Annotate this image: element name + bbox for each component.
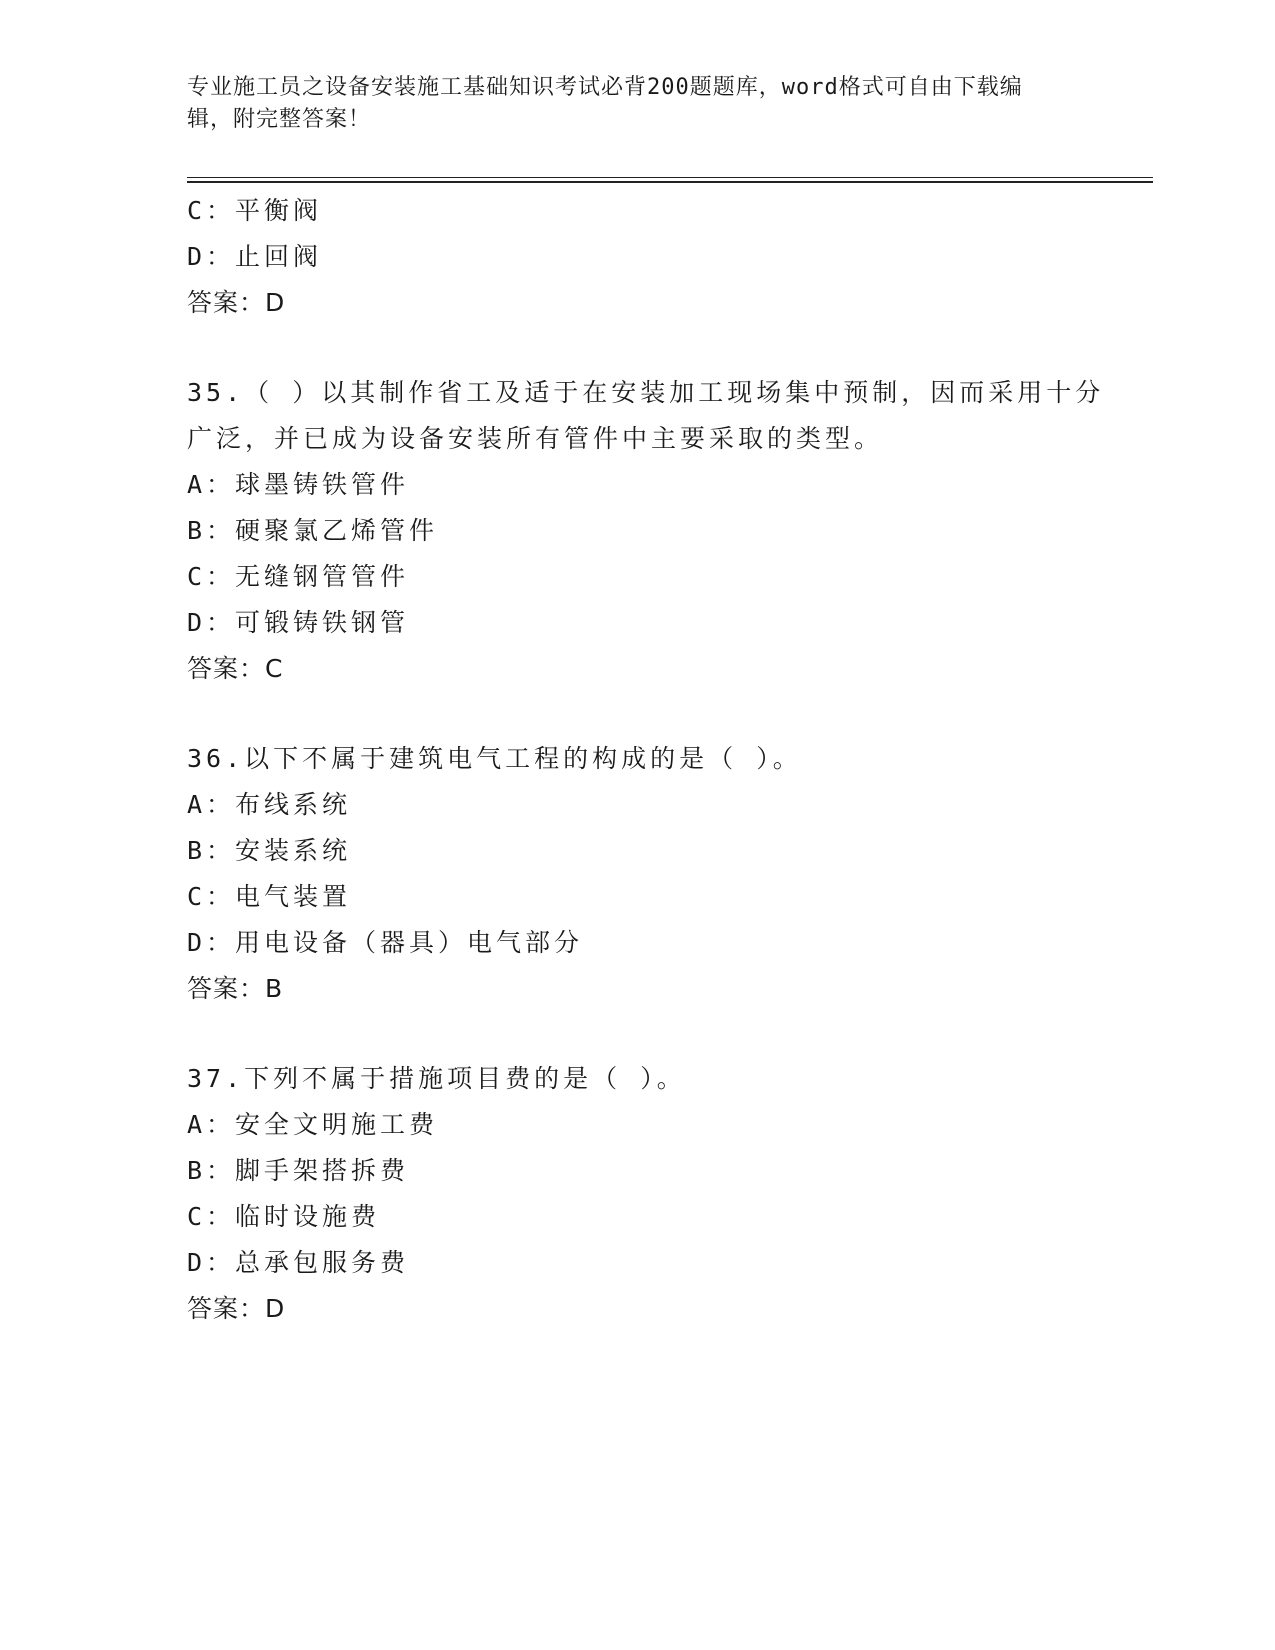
header-divider-thick <box>187 181 1153 183</box>
question-text: 35.（ ）以其制作省工及适于在安装加工现场集中预制，因而采用十分广泛，并已成为设备安装所有管件中主要采取的类型。 <box>187 378 1105 453</box>
question-block-34 <box>187 188 1107 326</box>
option-c: C：无缝钢管管件 <box>187 562 410 591</box>
question-block-35 <box>187 370 1107 692</box>
question-text: 36.以下不属于建筑电气工程的构成的是（ ）。 <box>187 744 802 773</box>
option-d: D：止回阀 <box>187 242 323 271</box>
question-block-37 <box>187 1056 1107 1332</box>
question-list <box>187 188 1107 1332</box>
option-b: B：安装系统 <box>187 836 352 865</box>
option-c: C：临时设施费 <box>187 1202 381 1231</box>
page-header: 专业施工员之设备安装施工基础知识考试必背200题题库，word格式可自由下载编辑，附完整答案！ <box>187 75 1023 132</box>
answer-label: 答案：C <box>187 654 284 683</box>
answer-label: 答案：D <box>187 288 286 317</box>
answer-label: 答案：B <box>187 974 284 1003</box>
header-divider-thin <box>187 177 1153 178</box>
option-c: C：平衡阀 <box>187 196 323 225</box>
option-d: D：总承包服务费 <box>187 1248 410 1277</box>
question-text: 37.下列不属于措施项目费的是（ ）。 <box>187 1064 686 1093</box>
question-block-36 <box>187 736 1107 1012</box>
option-a: A：布线系统 <box>187 790 352 819</box>
option-a: A：安全文明施工费 <box>187 1110 439 1139</box>
option-a: A：球墨铸铁管件 <box>187 470 410 499</box>
answer-label: 答案：D <box>187 1294 286 1323</box>
option-c: C：电气装置 <box>187 882 352 911</box>
option-d: D：可锻铸铁钢管 <box>187 608 410 637</box>
option-b: B：脚手架搭拆费 <box>187 1156 410 1185</box>
option-d: D：用电设备（器具）电气部分 <box>187 928 584 957</box>
option-b: B：硬聚氯乙烯管件 <box>187 516 439 545</box>
